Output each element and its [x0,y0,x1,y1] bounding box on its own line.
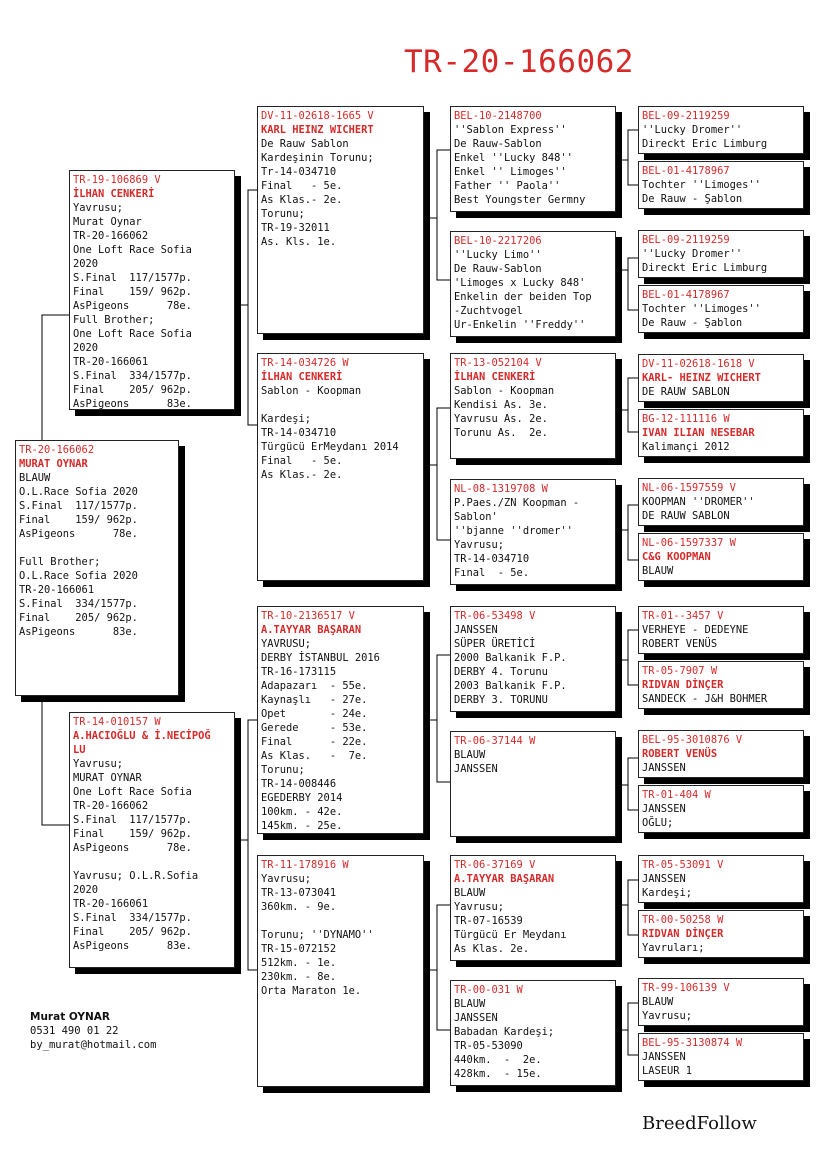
card-line: O.L.Race Sofia 2020 [19,486,138,498]
card-line: DERBY İSTANBUL 2016 [261,652,380,664]
card-line: MURAT OYNAR [73,772,142,784]
card-line: 428km. - 15e. [454,1068,542,1080]
card-line: A.HACIOĞLU & İ.NECİPOĞ [73,730,211,742]
card-line: AsPigeons 78e. [73,300,192,312]
card-line: ROBERT VENÜS [642,748,718,760]
card-line: 2003 Balkanik F.P. [454,680,567,692]
contact-email: by_murat@hotmail.com [30,1039,157,1051]
ring-number: TR-11-178916 W [261,859,349,871]
ring-number: TR-01-404 W [642,789,711,801]
card-line: Full Brother; [73,314,155,326]
contact-name: Murat OYNAR [30,1011,111,1023]
card-line: Yavruları; [642,942,705,954]
card-line: S.Final 117/1577p. [73,814,192,826]
pedigree-card-gg-1 [450,106,616,212]
card-line: KOOPMAN ''DROMER'' [642,496,755,508]
brand-logo: BreedFollow [642,1113,757,1134]
pedigree-card-ggg-7 [638,478,804,526]
card-line: 230km. - 8e. [261,971,337,983]
pedigree-card-ggg-14 [638,910,804,958]
card-line: KARL- HEINZ WICHERT [642,372,761,384]
ring-number: TR-13-052104 V [454,357,542,369]
card-line: Direckt Eric Limburg [642,138,768,150]
ring-number: NL-08-1319708 W [454,483,548,495]
pedigree-card-ggg-5 [638,354,804,402]
card-line: De Rauw - Şablon [642,193,743,205]
card-line: C&G KOOPMAN [642,551,711,563]
pedigree-card-gg-8 [450,980,616,1086]
card-line: Türgücü Er Meydanı [454,929,567,941]
card-line: Yavrusu; [454,901,505,913]
card-line: Yavrusu; O.L.R.Sofia [73,870,199,882]
card-line: BLAUW [642,565,674,577]
card-line: One Loft Race Sofia [73,328,192,340]
card-line: 100km. - 42e. [261,806,343,818]
pedigree-card-g-ds [257,606,424,834]
ring-number: TR-14-010157 W [73,716,161,728]
ring-number: TR-05-7907 W [642,665,718,677]
card-line: Final 205/ 962p. [73,926,192,938]
pedigree-card-ggg-12 [638,785,804,833]
card-line: Sablon' [454,511,498,523]
card-line: De Rauw-Sablon [454,138,542,150]
card-line: Gerede - 53e. [261,722,368,734]
card-line: AsPigeons 78e. [19,528,138,540]
pedigree-card-g-sd [257,353,424,581]
ring-number: TR-10-2136517 V [261,610,355,622]
ring-number: TR-06-37144 W [454,735,536,747]
ring-number: TR-20-166062 [19,444,95,456]
card-line: Enkelin der beiden Top [454,291,592,303]
card-line: Final 159/ 962p. [73,828,192,840]
pedigree-card-ggg-9 [638,606,804,654]
card-line: As. Kls. 1e. [261,236,337,248]
card-line: Kaynaşlı - 27e. [261,694,368,706]
card-line: LASEUR 1 [642,1065,693,1077]
card-line: TR-14-034710 [261,427,337,439]
ring-number: BEL-01-4178967 [642,289,730,301]
card-line: De Rauw-Sablon [454,263,542,275]
card-line: Tochter ''Limoges'' [642,303,761,315]
pedigree-title: TR-20-166062 [404,44,634,80]
card-line: TR-16-173115 [261,666,337,678]
ring-number: BEL-95-3130874 W [642,1037,743,1049]
card-line: 2020 [73,258,99,270]
card-line: TR-07-16539 [454,915,523,927]
ring-number: TR-00-031 W [454,984,523,996]
card-line [19,541,175,555]
card-line: OĞLU; [642,817,674,829]
card-line: AsPigeons 83e. [73,940,192,952]
pedigree-card-ggg-2 [638,161,804,209]
card-line: BLAUW [19,472,51,484]
ring-number: BEL-10-2217206 [454,235,542,247]
card-line: S.Final 334/1577p. [19,598,138,610]
card-line: Full Brother; [19,556,101,568]
card-line: İLHAN CENKERİ [73,188,155,200]
card-line: S.Final 117/1577p. [73,272,192,284]
ring-number: DV-11-02618-1665 V [261,110,374,122]
card-line: Final 159/ 962p. [19,514,138,526]
pedigree-card-gg-3 [450,353,616,459]
ring-number: BEL-01-4178967 [642,165,730,177]
card-line: Final 159/ 962p. [73,286,192,298]
pedigree-card-subject [15,440,179,696]
ring-number: TR-99-106139 V [642,982,730,994]
pedigree-card-ggg-4 [638,285,804,333]
card-line: Kardeşi; [261,413,312,425]
card-line: Ur-Enkelin ''Freddy'' [454,319,586,331]
card-line: TR-13-073041 [261,887,337,899]
card-line [73,855,231,869]
card-line: Father '' Paola'' [454,180,561,192]
card-line: As Klas. - 7e. [261,750,368,762]
card-line: AsPigeons 83e. [19,626,138,638]
ring-number: BEL-09-2119259 [642,110,730,122]
ring-number: BEL-95-3010876 V [642,734,743,746]
card-line: İLHAN CENKERİ [454,371,536,383]
card-line: Kardeşi; [642,887,693,899]
card-line: 145km. - 25e. [261,820,343,832]
pedigree-card-ggg-11 [638,730,804,778]
card-line: Torunu; [261,208,305,220]
ring-number: BEL-10-2148700 [454,110,542,122]
card-line: Torunu; [261,764,305,776]
card-line: TR-20-166062 [73,800,149,812]
card-line: 440km. - 2e. [454,1054,542,1066]
card-line: Kendisi As. 3e. [454,399,548,411]
card-line: ''bjanne ''dromer'' [454,525,573,537]
card-line: Sablon - Koopman [454,385,555,397]
card-line: MURAT OYNAR [19,458,88,470]
card-line: DE RAUW SABLON [642,510,730,522]
card-line: 2020 [73,884,99,896]
card-line: TR-05-53090 [454,1040,523,1052]
card-line: TR-20-166061 [73,898,149,910]
card-line: TR-20-166061 [73,356,149,368]
card-line: LU [73,744,86,756]
card-line: 2020 [73,342,99,354]
pedigree-card-ggg-15 [638,978,804,1026]
card-line: Yavrusu As. 2e. [454,413,548,425]
card-line: Yavrusu; [73,758,124,770]
card-line: Yavrusu; [642,1010,693,1022]
pedigree-card-gg-4 [450,479,616,585]
card-line: Final 205/ 962p. [73,384,192,396]
card-line: JANSSEN [642,873,686,885]
pedigree-card-gg-5 [450,606,616,712]
card-line: BLAUW [454,998,486,1010]
card-line: Adapazarı - 55e. [261,680,368,692]
card-line: Opet - 24e. [261,708,368,720]
ring-number: NL-06-1597337 W [642,537,736,549]
card-line: DE RAUW SABLON [642,386,730,398]
pedigree-card-ggg-6 [638,409,804,457]
card-line: Murat Oynar [73,216,142,228]
card-line: Babadan Kardeşi; [454,1026,555,1038]
card-line: Yavrusu; [73,202,124,214]
card-line: Final - 5e. [261,180,343,192]
contact-block [30,1010,156,1052]
card-line: Tr-14-034710 [261,166,337,178]
pedigree-card-ggg-16 [638,1033,804,1081]
ring-number: TR-06-37169 V [454,859,536,871]
card-line: Sablon - Koopman [261,385,362,397]
card-line: Kardeşinin Torunu; [261,152,374,164]
pedigree-card-g-dd [257,855,424,1087]
contact-phone: 0531 490 01 22 [30,1025,119,1037]
pedigree-card-sire [69,170,235,410]
card-line: JANSSEN [642,803,686,815]
card-line: ''Lucky Dromer'' [642,124,743,136]
card-line: SÜPER ÜRETİCİ [454,638,536,650]
card-line: ROBERT VENÜS [642,638,718,650]
card-line: RIDVAN DİNÇER [642,928,724,940]
card-line: BLAUW [454,749,486,761]
pedigree-card-gg-2 [450,231,616,337]
card-line: Enkel '' Limoges'' [454,166,567,178]
card-line: Tochter ''Limoges'' [642,179,761,191]
pedigree-card-ggg-1 [638,106,804,154]
card-line: TR-15-072152 [261,943,337,955]
ring-number: TR-06-53498 V [454,610,536,622]
ring-number: TR-05-53091 V [642,859,724,871]
card-line: As Klas.- 2e. [261,469,343,481]
card-line: İLHAN CENKERİ [261,371,343,383]
card-line: Torunu As. 2e. [454,427,548,439]
card-line: Fınal - 5e. [454,567,530,579]
card-line: De Rauw - Şablon [642,317,743,329]
pedigree-card-g-ss [257,106,424,334]
card-line: De Rauw Sablon [261,138,349,150]
card-line: O.L.Race Sofia 2020 [19,570,138,582]
card-line: S.Final 117/1577p. [19,500,138,512]
card-line: DERBY 4. Torunu [454,666,548,678]
pedigree-card-gg-6 [450,731,616,837]
ring-number: TR-01--3457 V [642,610,724,622]
ring-number: NL-06-1597559 V [642,482,736,494]
card-line: TR-20-166061 [19,584,95,596]
card-line: Direckt Eric Limburg [642,262,768,274]
card-line: JANSSEN [454,624,498,636]
ring-number: TR-14-034726 W [261,357,349,369]
card-line: As Klas. 2e. [454,943,530,955]
card-line: TR-20-166062 [73,230,149,242]
card-line: 360km. - 9e. [261,901,337,913]
card-line: One Loft Race Sofia [73,786,192,798]
card-line [261,398,420,412]
card-line: EGEDERBY 2014 [261,792,343,804]
card-line: 2000 Balkanik F.P. [454,652,567,664]
ring-number: TR-00-50258 W [642,914,724,926]
card-line: Yavrusu; [261,873,312,885]
card-line: BLAUW [642,996,674,1008]
pedigree-card-ggg-13 [638,855,804,903]
card-line: Türgücü ErMeydanı 2014 [261,441,399,453]
card-line: DERBY 3. TORUNU [454,694,548,706]
card-line: Final 205/ 962p. [19,612,138,624]
card-line: BLAUW [454,887,486,899]
card-line: S.Final 334/1577p. [73,370,192,382]
pedigree-card-ggg-10 [638,661,804,709]
card-line: One Loft Race Sofia [73,244,192,256]
card-line: ''Lucky Limo'' [454,249,542,261]
card-line: S.Final 334/1577p. [73,912,192,924]
card-line: As Klas.- 2e. [261,194,343,206]
card-line: JANSSEN [642,762,686,774]
card-line: A.TAYYAR BAŞARAN [454,873,555,885]
card-line: TR-14-034710 [454,553,530,565]
card-line: A.TAYYAR BAŞARAN [261,624,362,636]
card-line: Enkel ''Lucky 848'' [454,152,573,164]
card-line: KARL HEINZ WICHERT [261,124,374,136]
card-line: AsPigeons 83e. [73,398,192,410]
card-line: RIDVAN DİNÇER [642,679,724,691]
ring-number: TR-19-106869 V [73,174,161,186]
card-line: AsPigeons 78e. [73,842,192,854]
card-line: Yavrusu; [454,539,505,551]
card-line: ''Sablon Express'' [454,124,567,136]
ring-number: BG-12-111116 W [642,413,730,425]
pedigree-card-ggg-8 [638,533,804,581]
card-line: Best Youngster Germny [454,194,586,206]
card-line: Kalimançi 2012 [642,441,730,453]
ring-number: BEL-09-2119259 [642,234,730,246]
card-line: SANDECK - J&H BOHMER [642,693,768,705]
card-line: ''Lucky Dromer'' [642,248,743,260]
ring-number: DV-11-02618-1618 V [642,358,755,370]
card-line: 512km. - 1e. [261,957,337,969]
card-line: VERHEYE - DEDEYNE [642,624,749,636]
card-line: Final - 22e. [261,736,368,748]
card-line: Torunu; ''DYNAMO'' [261,929,374,941]
card-line: YAVRUSU; [261,638,312,650]
card-line: IVAN ILIAN NESEBAR [642,427,755,439]
card-line: JANSSEN [454,763,498,775]
card-line: Final - 5e. [261,455,343,467]
card-line: -Zuchtvogel [454,305,523,317]
card-line: Orta Maraton 1e. [261,985,362,997]
card-line: 'Limoges x Lucky 848' [454,277,586,289]
pedigree-card-ggg-3 [638,230,804,278]
card-line: TR-19-32011 [261,222,330,234]
card-line: JANSSEN [642,1051,686,1063]
pedigree-card-gg-7 [450,855,616,961]
card-line: TR-14-008446 [261,778,337,790]
card-line [261,914,420,928]
pedigree-card-dam [69,712,235,968]
card-line: JANSSEN [454,1012,498,1024]
card-line: P.Paes./ZN Koopman - [454,497,580,509]
